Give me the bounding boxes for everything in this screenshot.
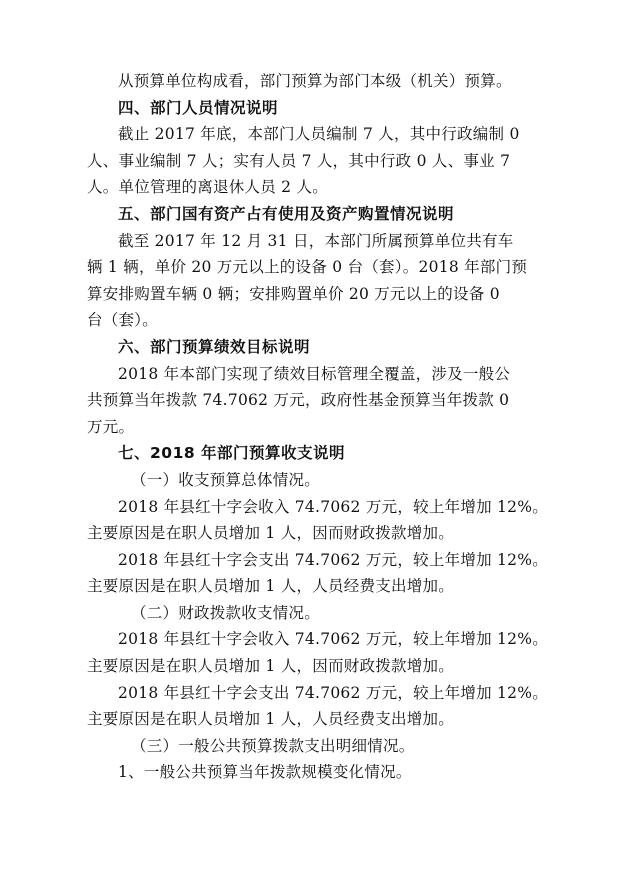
paragraph-line: 人。单位管理的离退休人员 2 人。 xyxy=(87,178,328,197)
section-heading-assets: 五、部门国有资产占有使用及资产购置情况说明 xyxy=(118,204,455,223)
paragraph-line: 截止 2017 年底，本部门人员编制 7 人，其中行政编制 0 xyxy=(118,125,520,144)
paragraph-line: 主要原因是在职人员增加 1 人，因而财政拨款增加。 xyxy=(87,524,454,543)
paragraph-line: 主要原因是在职人员增加 1 人，人员经费支出增加。 xyxy=(87,577,454,596)
paragraph-line: 算安排购置车辆 0 辆；安排购置单价 20 万元以上的设备 0 xyxy=(87,284,500,303)
paragraph-line: 万元。 xyxy=(87,417,135,436)
subsection-heading: （三）一般公共预算拨款支出明细情况。 xyxy=(131,736,415,755)
paragraph-line: 台（套）。 xyxy=(87,311,159,330)
paragraph-line: 共预算当年拨款 74.7062 万元，政府性基金预算当年拨款 0 xyxy=(87,391,510,410)
paragraph-line: 2018 年县红十字会支出 74.7062 万元，较上年增加 12%。 xyxy=(118,550,548,569)
subsection-heading: （二）财政拨款收支情况。 xyxy=(131,603,321,622)
paragraph-line: 2018 年县红十字会支出 74.7062 万元，较上年增加 12%。 xyxy=(118,683,548,702)
paragraph-line: 辆 1 辆，单价 20 万元以上的设备 0 台（套）。2018 年部门预 xyxy=(87,258,528,277)
paragraph-line: 人、事业编制 7 人；实有人员 7 人，其中行政 0 人、事业 7 xyxy=(87,151,511,170)
paragraph-line: 2018 年县红十字会收入 74.7062 万元，较上年增加 12%。 xyxy=(118,497,548,516)
paragraph-line: 1、一般公共预算当年拨款规模变化情况。 xyxy=(118,763,412,782)
paragraph-line: 主要原因是在职人员增加 1 人，因而财政拨款增加。 xyxy=(87,657,454,676)
paragraph-line: 2018 年本部门实现了绩效目标管理全覆盖，涉及一般公 xyxy=(118,364,511,383)
section-heading-budget: 七、2018 年部门预算收支说明 xyxy=(118,444,346,463)
subsection-heading: （一）收支预算总体情况。 xyxy=(131,470,321,489)
paragraph-line: 主要原因是在职人员增加 1 人，人员经费支出增加。 xyxy=(87,710,454,729)
paragraph-line: 2018 年县红十字会收入 74.7062 万元，较上年增加 12%。 xyxy=(118,630,548,649)
paragraph-line: 截至 2017 年 12 月 31 日，本部门所属预算单位共有车 xyxy=(118,231,514,250)
section-heading-personnel: 四、部门人员情况说明 xyxy=(118,98,279,117)
paragraph-line: 从预算单位构成看，部门预算为部门本级（机关）预算。 xyxy=(118,72,512,90)
section-heading-performance: 六、部门预算绩效目标说明 xyxy=(118,337,311,356)
